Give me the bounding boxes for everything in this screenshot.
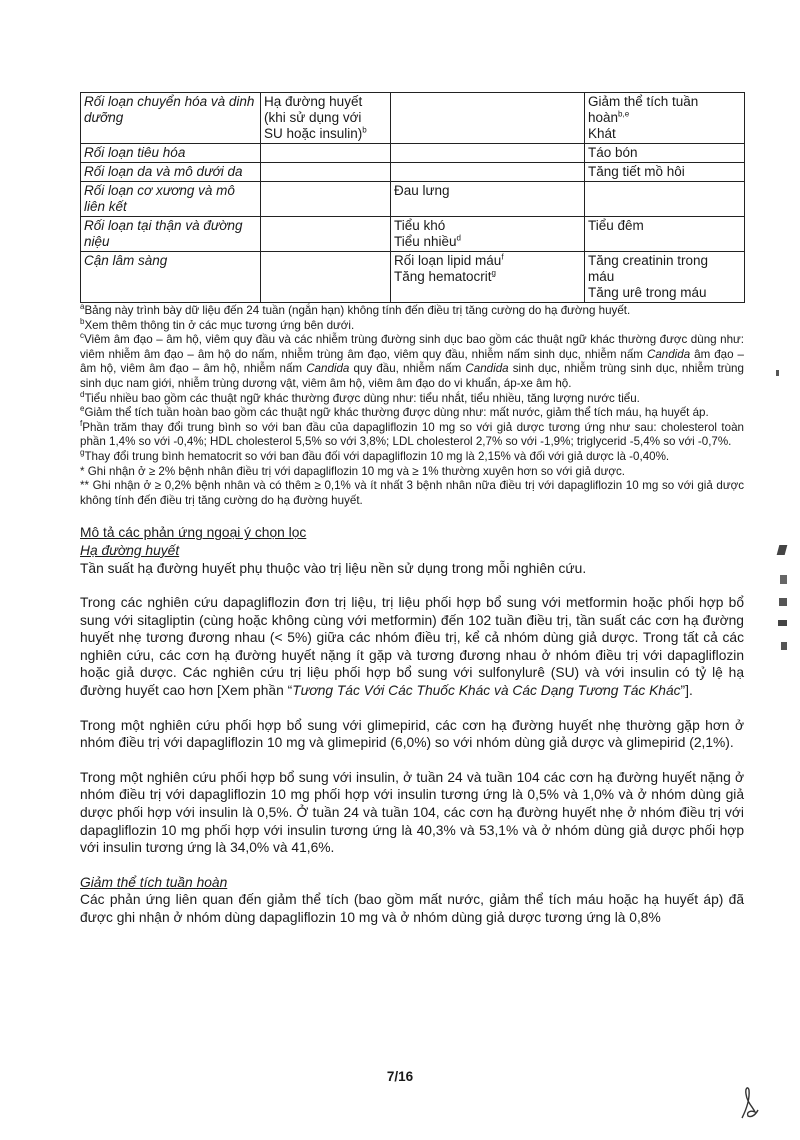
cell-text: Hạ đường huyết xyxy=(264,94,363,109)
table-row xyxy=(81,217,745,252)
system-organ-class-cell: Rối loạn da và mô dưới da xyxy=(81,163,261,182)
cell-text: Rối loạn lipid máu$^f$ xyxy=(394,252,504,268)
system-organ-class-cell: Cận lâm sàng xyxy=(81,252,261,303)
cell-text: Khát xyxy=(588,126,616,141)
footnote-f: $^f$Phần trăm thay đổi trung bình so với ban đầu của dapagliflozin 10 mg so với giả dược tương ứng như sau: cholesterol toàn phần 1,4% so với -0,4%; HDL cholesterol 5,5% so với 3,8%; LDL cholesterol 2,7% so với -1,9%; triglycerid -5,4% so với -0,7%. xyxy=(80,418,744,449)
cell-text: Tăng hematocrit$^g$ xyxy=(394,268,496,284)
frequency-cell-c4 xyxy=(585,182,745,217)
frequency-cell-c4 xyxy=(585,163,745,182)
scan-mark xyxy=(779,598,787,606)
paragraph-2: Trong các nghiên cứu dapagliflozin đơn trị liệu, trị liệu phối hợp bổ sung với metformin hoặc phối hợp bổ sung với sitagliptin (cùng hoặc không cùng với metformin) đến 102 tuần điều trị, tần suất các cơn hạ đường huyết nhẹ tương đương nhau (< 5%) giữa các nhóm điều trị, kể cả nhóm dùng giả dược. Trong tất cả các nghiên cứu, các cơn hạ đường huyết nặng ít gặp và tương đương nhau ở nhóm điều trị với dapagliflozin hoặc giả dược. Các nghiên cứu trị liệu phối hợp bổ sung với sulfonylurê (SU) và với insulin có tỷ lệ hạ đường huyết cao hơn [Xem phần “Tương Tác Với Các Thuốc Khác và Các Dạng Tương Tác Khác”]. xyxy=(80,595,744,699)
frequency-cell-c2 xyxy=(261,182,391,217)
table-row xyxy=(81,144,745,163)
cell-text: hoàn$^{b,e}$ xyxy=(588,109,630,125)
table-row xyxy=(81,182,745,217)
frequency-cell-c3 xyxy=(391,93,585,144)
cell-text: Táo bón xyxy=(588,145,638,160)
section-heading: Mô tả các phản ứng ngoại ý chọn lọc xyxy=(80,525,307,541)
footnote-a: $^a$Bảng này trình bày dữ liệu đến 24 tuần (ngắn hạn) không tính đến điều trị tăng cường do hạ đường huyết. xyxy=(80,302,631,317)
footnote-double-star: ** Ghi nhận ở ≥ 0,2% bệnh nhân và có thêm ≥ 0,1% và ít nhất 3 bệnh nhân nữa điều trị với dapagliflozin 10 mg so với giả dược không tính đến điều trị tăng cường do hạ đường huyết. xyxy=(80,479,744,507)
footnote-c: $^c$Viêm âm đạo – âm hộ, viêm quy đầu và các nhiễm trùng đường sinh dục bao gồm các thuật ngữ khác thường được dùng như: viêm nhiễm âm đạo – âm hộ do nấm, nhiễm trùng âm đạo, viêm quy đầu, nhiễm nấm sinh dục, nhiễm nấm Candida âm đạo – âm hộ, viêm âm đạo – âm hộ, nhiễm nấm Candida quy đầu, nhiễm nấm Candida sinh dục, nhiễm trùng sinh dục, nhiễm trùng sinh dục nam giới, nhiễm trùng dương vật, viêm âm hộ, viêm âm đạo do vi khuẩn, áp-xe âm hộ. xyxy=(80,331,744,390)
cell-text: Tăng urê trong máu xyxy=(588,285,707,300)
scan-mark xyxy=(781,642,787,650)
frequency-cell-c3 xyxy=(391,163,585,182)
table-footnotes xyxy=(80,304,744,508)
cell-text: Giảm thể tích tuần xyxy=(588,94,699,109)
table-row xyxy=(81,93,745,144)
handwritten-initials xyxy=(736,1082,760,1122)
cell-text: SU hoặc insulin)$^b$ xyxy=(264,125,367,141)
cell-text: Tăng creatinin trong xyxy=(588,253,709,268)
table-row xyxy=(81,252,745,303)
scan-mark xyxy=(778,620,787,626)
cell-text: Tiểu khó xyxy=(394,218,446,233)
cell-text: Tiểu đêm xyxy=(588,218,644,233)
frequency-cell-c4 xyxy=(585,217,745,252)
frequency-cell-c2 xyxy=(261,163,391,182)
paragraph-4: Trong một nghiên cứu phối hợp bổ sung với insulin, ở tuần 24 và tuần 104 các cơn hạ đường huyết nặng ở nhóm điều trị với dapagliflozin 10 mg phối hợp với insulin tương ứng là 0,5% và 1,0% và ở nhóm dùng giả dược phối hợp với insulin là 0,5%. Ở tuần 24 và tuần 104, các cơn hạ đường huyết nhẹ ở nhóm điều trị với dapagliflozin 10 mg phối hợp với insulin tương ứng là 40,3% và 53,1% và ở nhóm dùng giả dược phối hợp với insulin tương ứng là 34,0% và 41,6%. xyxy=(80,769,744,856)
frequency-cell-c4 xyxy=(585,93,745,144)
footnote-g: $^g$Thay đổi trung bình hematocrit so với ban đầu đối với dapagliflozin 10 mg là 2,15% và đối với giả dược là -0,40%. xyxy=(80,448,670,463)
paragraph-1: Tần suất hạ đường huyết phụ thuộc vào trị liệu nền sử dụng trong mỗi nghiên cứu. xyxy=(80,560,587,576)
footnote-star: * Ghi nhận ở ≥ 2% bệnh nhân điều trị với dapagliflozin 10 mg và ≥ 1% thường xuyên hơn so với giả dược. xyxy=(80,464,626,478)
frequency-cell-c2 xyxy=(261,144,391,163)
subheading-volume-depletion: Giảm thể tích tuần hoàn xyxy=(80,874,228,890)
subheading-hypoglycemia: Hạ đường huyết xyxy=(80,542,180,558)
footnote-b: $^b$Xem thêm thông tin ở các mục tương ứng bên dưới. xyxy=(80,316,355,332)
document-page xyxy=(80,92,744,927)
section-body xyxy=(80,524,744,926)
system-organ-class-cell: Rối loạn cơ xương và mô liên kết xyxy=(81,182,261,217)
scan-mark xyxy=(777,545,788,555)
footnote-e: $^e$Giảm thể tích tuần hoàn bao gồm các thuật ngữ khác thường được dùng như: mất nước, giảm thể tích máu, hạ huyết áp. xyxy=(80,404,709,420)
frequency-cell-c2 xyxy=(261,217,391,252)
page-number: 7/16 xyxy=(386,1069,414,1084)
frequency-cell-c3 xyxy=(391,144,585,163)
paragraph-3: Trong một nghiên cứu phối hợp bổ sung với glimepirid, các cơn hạ đường huyết nhẹ thường gặp hơn ở nhóm điều trị với dapagliflozin 10 mg và glimepirid (6,0%) so với nhóm dùng giả dược và glimepirid (2,1%). xyxy=(80,717,744,751)
cell-text: máu xyxy=(588,269,615,284)
table-row xyxy=(81,163,745,182)
frequency-cell-c3 xyxy=(391,217,585,252)
cell-text: (khi sử dụng với xyxy=(264,110,362,125)
adverse-reactions-table xyxy=(80,92,745,303)
cell-text: Đau lưng xyxy=(394,183,450,198)
footnote-d: $^d$Tiểu nhiều bao gồm các thuật ngữ khác thường được dùng như: tiểu nhắt, tiểu nhiều, tăng lượng nước tiểu. xyxy=(80,389,640,405)
scan-mark xyxy=(780,575,787,584)
system-organ-class-cell: Rối loạn tại thận và đường niệu xyxy=(81,217,261,252)
system-organ-class-cell: Rối loạn chuyển hóa và dinh dưỡng xyxy=(81,93,261,144)
cell-text: Tiểu nhiều$^d$ xyxy=(394,233,461,249)
frequency-cell-c3 xyxy=(391,252,585,303)
frequency-cell-c4 xyxy=(585,252,745,303)
frequency-cell-c3 xyxy=(391,182,585,217)
system-organ-class-cell: Rối loạn tiêu hóa xyxy=(81,144,261,163)
cell-text: Tăng tiết mồ hôi xyxy=(588,164,685,179)
frequency-cell-c2 xyxy=(261,252,391,303)
frequency-cell-c4 xyxy=(585,144,745,163)
paragraph-5: Các phản ứng liên quan đến giảm thể tích (bao gồm mất nước, giảm thể tích máu hoặc hạ huyết áp) đã được ghi nhận ở nhóm dùng dapagliflozin 10 mg và ở nhóm dùng giả dược tương ứng là 0,8% xyxy=(80,892,744,925)
frequency-cell-c2 xyxy=(261,93,391,144)
scan-mark xyxy=(776,370,779,376)
